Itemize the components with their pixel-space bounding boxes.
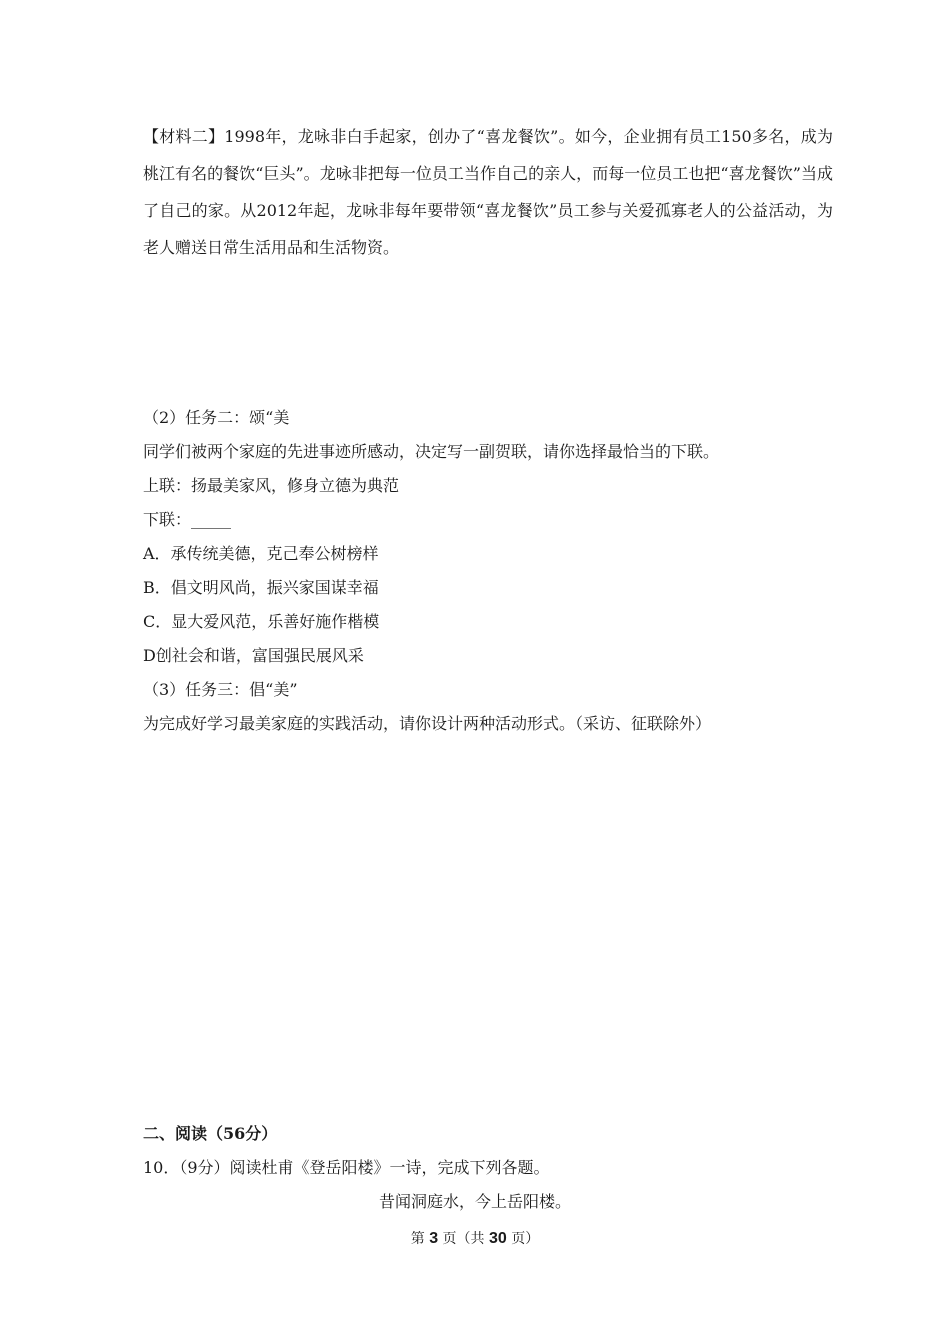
couplet-upper-line: 上联：扬最美家风，修身立德为典范 (143, 476, 400, 495)
task-three-title: （3）任务三：倡“美” (143, 680, 298, 699)
task-three-prompt: 为完成好学习最美家庭的实践活动，请你设计两种活动形式。（采访、征联除外） (143, 714, 712, 733)
footer-mid: 页（共 (442, 1231, 485, 1247)
page-footer (0, 1230, 950, 1248)
question-ten: 10．（9分）阅读杜甫《登岳阳楼》一诗，完成下列各题。 (143, 1158, 550, 1177)
material-two-paragraph: 【材料二】1998年，龙咏非白手起家，创办了“喜龙餐饮”。如今，企业拥有员工150多名，成为桃江有名的餐饮“巨头”。龙咏非把每一位员工当作自己的亲人，而每一位员工也把“喜龙餐饮”当成了自己的家。从2012年起，龙咏非每年要带领“喜龙餐饮”员工参与关爱孤寡老人的公益活动，为老人赠送日常生活用品和生活物资。 (143, 127, 833, 257)
section-two-heading: 二、阅读（56分） (143, 1124, 278, 1143)
option-c: C．显大爱风范，乐善好施作楷模 (143, 612, 380, 631)
task-two-title: （2）任务二：颂“美 (143, 408, 290, 427)
task-two-prompt: 同学们被两个家庭的先进事迹所感动，决定写一副贺联，请你选择最恰当的下联。 (143, 442, 720, 461)
footer-total-pages: 30 (489, 1230, 507, 1247)
option-d: D创社会和谐，富国强民展风采 (143, 646, 364, 665)
footer-prefix: 第 (410, 1231, 425, 1247)
footer-page-number: 3 (429, 1230, 439, 1247)
option-b: B．倡文明风尚，振兴家国谋幸福 (143, 578, 379, 597)
poem-line-1: 昔闻洞庭水，今上岳阳楼。 (378, 1192, 571, 1211)
footer-suffix: 页） (511, 1231, 540, 1247)
couplet-lower-line: 下联：_____ (143, 510, 232, 529)
option-a: A．承传统美德，克己奉公树榜样 (143, 544, 379, 563)
